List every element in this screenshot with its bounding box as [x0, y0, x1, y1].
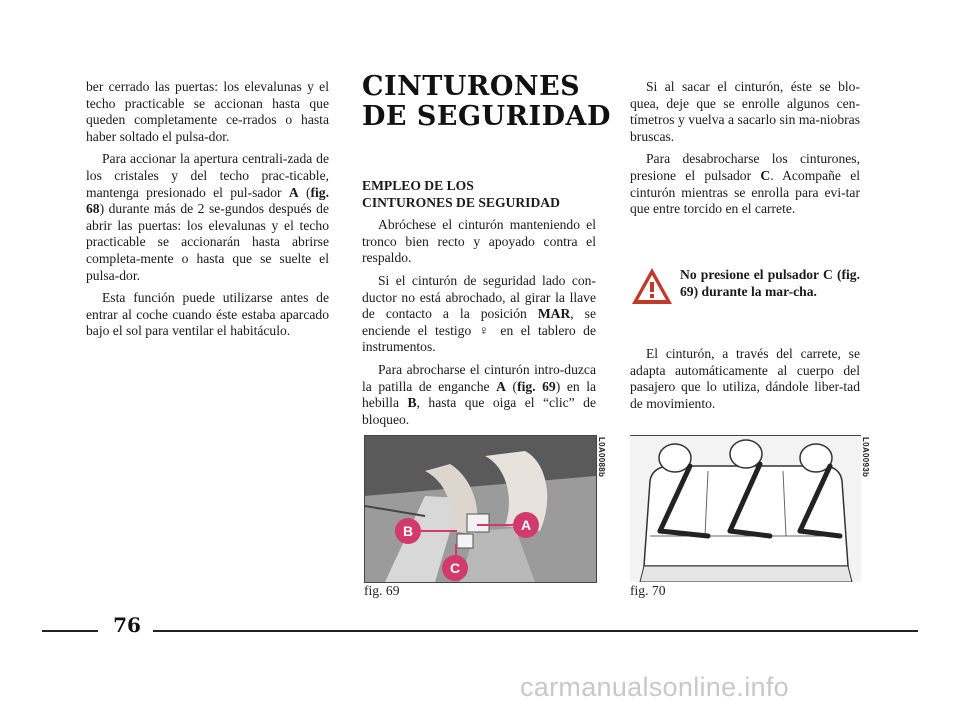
seatbelt-warning-icon: ♀: [478, 322, 493, 338]
paragraph: Si el cinturón de seguridad lado con-ductor no está abrochado, al girar la llave de contacto a la posición MAR, se enciende el testigo ♀ en el tablero de instrumentos.: [362, 272, 597, 355]
figure-69-photo: [364, 435, 597, 583]
leader-line: [477, 524, 513, 526]
section-title: CINTURONES DE SEGURIDAD: [362, 71, 611, 132]
column-1-text: [86, 79, 329, 346]
column-3-text-lower: [630, 346, 860, 418]
paragraph: Para abrocharse el cinturón intro-duzca la patilla de enganche A (fig. 69) en la hebilla B, hasta que oiga el “clic” de bloqueo.: [362, 361, 597, 427]
column-3-text: [630, 79, 860, 224]
footer-rule: [153, 630, 918, 632]
label-c-badge: C: [442, 555, 468, 581]
leader-line: [455, 544, 457, 556]
label-b-badge: B: [395, 518, 421, 544]
figure-caption: fig. 70: [630, 583, 666, 598]
paragraph: Para desabrocharse los cinturones, presione el pulsador C. Acompañe el cinturón mientras se enrolla para evi-tar que entre torcido en el carrete.: [630, 151, 861, 217]
column-2-text: [362, 178, 596, 434]
leader-line: [421, 530, 457, 532]
rear-seats-seatbelt-drawing: [630, 436, 861, 582]
warning-text: No presione el pulsador C (fig. 69) durante la mar-cha.: [680, 267, 860, 299]
seatbelt-buckle-illustration: [365, 436, 596, 582]
warning-triangle-icon: [630, 266, 674, 306]
label-a-badge: A: [513, 512, 539, 538]
subheading: EMPLEO DE LOS CINTURONES DE SEGURIDAD: [362, 178, 560, 210]
figure-code: L0A0088b: [597, 437, 606, 478]
warning-box: [630, 258, 860, 328]
page-number: 76: [113, 613, 141, 637]
paragraph: ber cerrado las puertas: los elevalunas y el techo practicable se accionan hasta que queden completamente ce-rrados o hasta haber soltado el pulsa-dor.: [86, 79, 329, 144]
footer-rule: [42, 630, 98, 632]
paragraph: Esta función puede utilizarse antes de entrar al coche cuando éste estaba aparcado bajo el sol para ventilar el habitáculo.: [86, 290, 329, 339]
paragraph: El cinturón, a través del carrete, se adapta automáticamente al cuerpo del pasajero que lo utiliza, dándole liber-tad de movimiento.: [630, 346, 860, 411]
figure-70-drawing: [630, 435, 861, 582]
paragraph: Si al sacar el cinturón, éste se blo-quea, deje que se enrolle algunos cen-tímetros y vuelva a sacarlo sin ma-niobras bruscas.: [630, 79, 860, 144]
figure-code: L0A0093b: [861, 437, 870, 478]
figure-caption: fig. 69: [364, 583, 400, 598]
paragraph: Abróchese el cinturón manteniendo el tronco bien recto y apoyado contra el respaldo.: [362, 217, 596, 266]
paragraph: Para accionar la apertura centrali-zada de los cristales y del techo prac-ticable, mantenga presionado el pul-sador A (fig. 68) durante más de 2 se-gundos después de abrir las puertas: los elevalunas y el techo practicable se accionarán hasta abrirse completa-mente o hasta que se suelte el pulsa-dor.: [86, 151, 329, 283]
watermark: carmanualsonline.info: [520, 672, 789, 702]
